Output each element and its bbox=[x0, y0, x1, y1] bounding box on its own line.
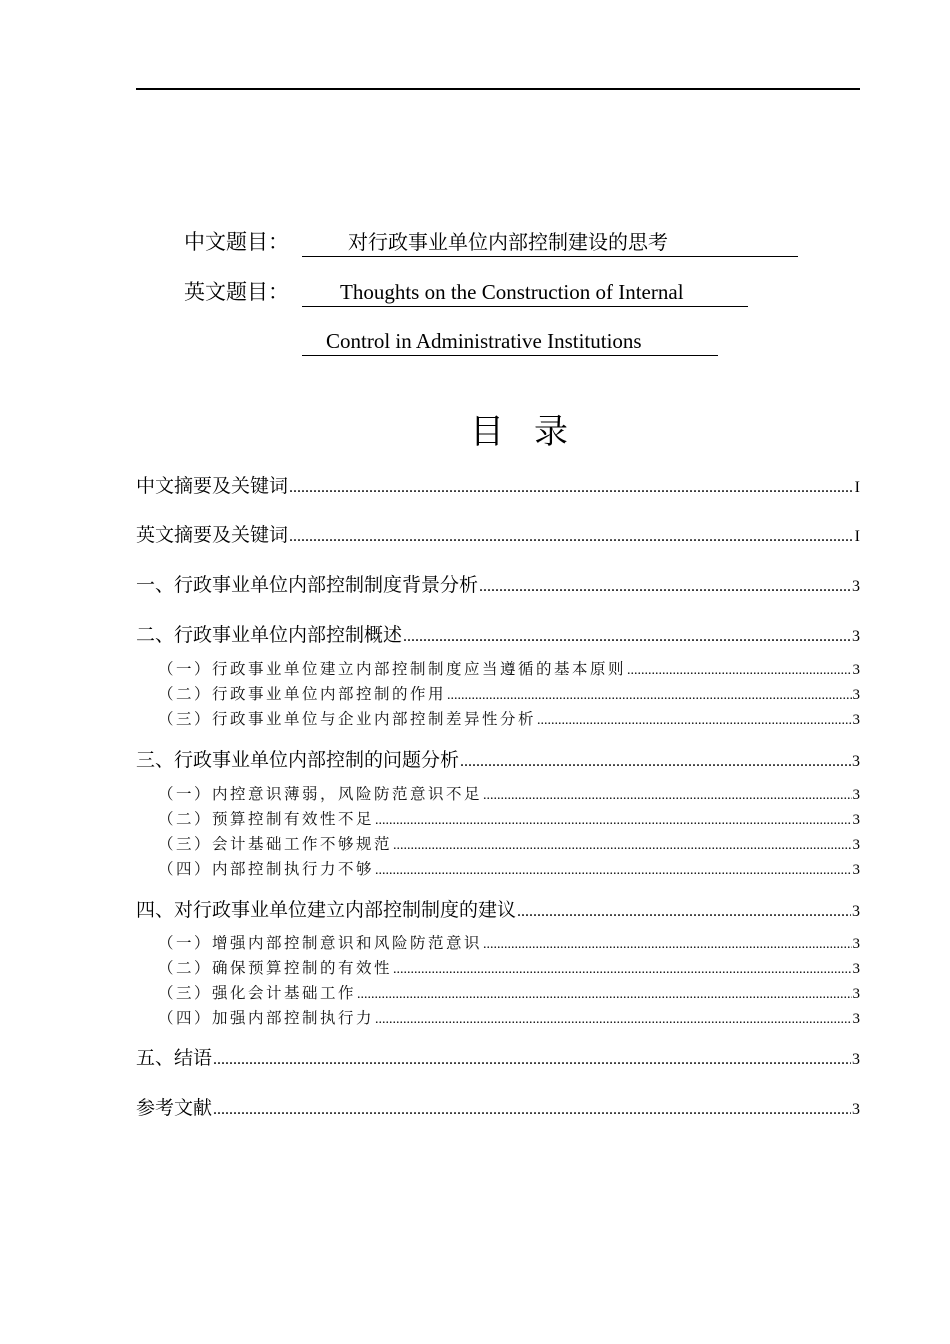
toc-entry-title: （一）内控意识薄弱，风险防范意识不足 bbox=[158, 785, 483, 803]
zh-title-value: 对行政事业单位内部控制建设的思考 bbox=[302, 227, 798, 257]
toc-entry-page: 3 bbox=[852, 662, 860, 678]
toc-entry[interactable] bbox=[136, 683, 860, 705]
toc-dot-leader bbox=[627, 660, 851, 682]
toc-entry-title: （四）内部控制执行力不够 bbox=[158, 860, 375, 878]
en-title-label: 英文题目： bbox=[184, 280, 289, 304]
toc-entry[interactable] bbox=[136, 621, 860, 649]
en-title-value-line2: Control in Administrative Institutions bbox=[302, 326, 718, 356]
toc-dot-leader bbox=[289, 523, 854, 551]
toc-entry-title: 四、对行政事业单位建立内部控制制度的建议 bbox=[136, 899, 517, 921]
toc-entry-page: 3 bbox=[852, 712, 860, 728]
toc-entry-title: （二）预算控制有效性不足 bbox=[158, 810, 375, 828]
toc-entry-title: 参考文献 bbox=[136, 1097, 213, 1119]
toc-entry[interactable] bbox=[136, 708, 860, 730]
toc-heading: 目录 bbox=[470, 412, 598, 452]
toc-dot-leader bbox=[375, 810, 851, 832]
toc-entry[interactable] bbox=[136, 783, 860, 805]
toc-entry[interactable] bbox=[136, 1094, 860, 1122]
en-title-value-line1: Thoughts on the Construction of Internal bbox=[302, 277, 748, 307]
toc-entry[interactable] bbox=[136, 571, 860, 599]
toc-dot-leader bbox=[375, 1009, 851, 1031]
toc-entry[interactable] bbox=[136, 957, 860, 979]
toc-entry-page: 3 bbox=[852, 862, 860, 878]
toc-entry-page: 3 bbox=[852, 936, 860, 952]
toc-entry[interactable] bbox=[136, 896, 860, 924]
toc-entry[interactable] bbox=[136, 521, 860, 549]
toc-entry-page: 3 bbox=[852, 837, 860, 853]
toc-entry-title: 三、行政事业单位内部控制的问题分析 bbox=[136, 749, 460, 771]
toc-dot-leader bbox=[479, 573, 851, 601]
toc-dot-leader bbox=[483, 785, 851, 807]
toc-entry-page: I bbox=[854, 528, 860, 545]
toc-dot-leader bbox=[289, 474, 854, 502]
toc-entry-page: 3 bbox=[852, 1011, 860, 1027]
toc-entry-title: （二）行政事业单位内部控制的作用 bbox=[158, 685, 447, 703]
toc-entry[interactable] bbox=[136, 932, 860, 954]
toc-entry-title: （一）增强内部控制意识和风险防范意识 bbox=[158, 934, 483, 952]
toc-entry[interactable] bbox=[136, 1007, 860, 1029]
toc-entry[interactable] bbox=[136, 982, 860, 1004]
toc-entry-page: 3 bbox=[852, 628, 860, 645]
toc-entry-page: 3 bbox=[852, 812, 860, 828]
toc-dot-leader bbox=[393, 835, 851, 857]
toc-entry-title: 一、行政事业单位内部控制制度背景分析 bbox=[136, 574, 479, 596]
toc-entry-title: （三）强化会计基础工作 bbox=[158, 984, 357, 1002]
toc-entry-page: 3 bbox=[852, 986, 860, 1002]
toc-entry-title: 中文摘要及关键词 bbox=[136, 475, 289, 497]
toc-entry[interactable] bbox=[136, 658, 860, 680]
toc-entry-title: （二）确保预算控制的有效性 bbox=[158, 959, 393, 977]
toc-dot-leader bbox=[213, 1096, 851, 1124]
toc-dot-leader bbox=[375, 860, 851, 882]
toc-dot-leader bbox=[517, 898, 851, 926]
toc-dot-leader bbox=[403, 623, 851, 651]
toc-dot-leader bbox=[393, 959, 851, 981]
toc-entry-page: 3 bbox=[852, 961, 860, 977]
toc-entry-page: 3 bbox=[852, 1051, 860, 1068]
toc-entry[interactable] bbox=[136, 472, 860, 500]
toc-dot-leader bbox=[357, 984, 851, 1006]
toc-entry[interactable] bbox=[136, 808, 860, 830]
toc-entry-title: 五、结语 bbox=[136, 1047, 213, 1069]
toc-entry-title: （四）加强内部控制执行力 bbox=[158, 1009, 375, 1027]
toc-entry-page: 3 bbox=[852, 753, 860, 770]
toc-entry[interactable] bbox=[136, 1044, 860, 1072]
toc-dot-leader bbox=[460, 748, 851, 776]
toc-dot-leader bbox=[213, 1046, 851, 1074]
toc-entry-page: I bbox=[854, 479, 860, 496]
toc-entry-title: 二、行政事业单位内部控制概述 bbox=[136, 624, 403, 646]
toc-entry-page: 3 bbox=[852, 1101, 860, 1118]
zh-title-label: 中文题目： bbox=[184, 230, 289, 254]
toc-entry-page: 3 bbox=[852, 578, 860, 595]
toc-entry-page: 3 bbox=[852, 903, 860, 920]
toc-entry-title: （一）行政事业单位建立内部控制制度应当遵循的基本原则 bbox=[158, 660, 627, 678]
toc-entry[interactable] bbox=[136, 858, 860, 880]
toc-dot-leader bbox=[483, 934, 851, 956]
toc-entry[interactable] bbox=[136, 833, 860, 855]
toc-entry-page: 3 bbox=[852, 787, 860, 803]
toc-entry[interactable] bbox=[136, 746, 860, 774]
table-of-contents bbox=[136, 0, 860, 1200]
toc-dot-leader bbox=[447, 685, 851, 707]
toc-entry-title: （三）行政事业单位与企业内部控制差异性分析 bbox=[158, 710, 537, 728]
toc-dot-leader bbox=[537, 710, 851, 732]
toc-entry-title: （三）会计基础工作不够规范 bbox=[158, 835, 393, 853]
toc-entry-title: 英文摘要及关键词 bbox=[136, 524, 289, 546]
toc-entry-page: 3 bbox=[852, 687, 860, 703]
